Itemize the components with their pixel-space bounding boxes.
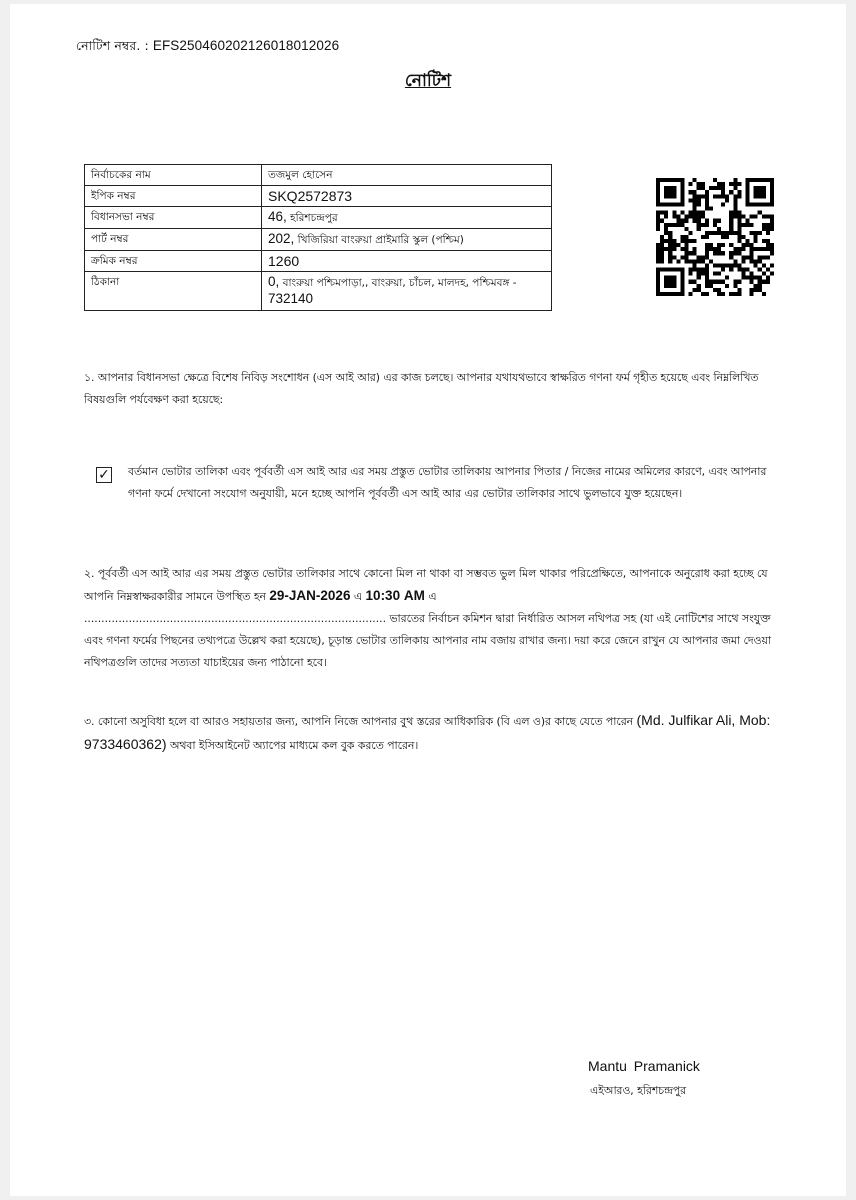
elector-name-value: তজমুল হোসেন bbox=[262, 165, 552, 186]
assembly-number: 46, bbox=[268, 209, 287, 224]
paragraph-3-part2: অথবা ইসিআইনেট অ্যাপের মাধ্যমে কল বুক করতে পারেন। bbox=[169, 739, 419, 752]
paragraph-3-part1: ৩. কোনো অসুবিধা হলে বা আরও সহায়তার জন্য, আপনি নিজে আপনার বুথ স্তরের আধিকারিক (বি এল ও)র কাছে যেতে পারেন bbox=[84, 715, 634, 728]
hearing-time: 10:30 AM bbox=[365, 588, 425, 603]
epic-number-value: SKQ2572873 bbox=[262, 186, 552, 207]
checkbox-text: বর্তমান ভোটার তালিকা এবং পূর্ববর্তী এস আই আর এর সময় প্রস্তুত ভোটার তালিকায় আপনার পিতার / নিজের নামের অমিলের কারণে, এবং আপনার গণনা ফর্মে দেখানো সংযোগ অনুযায়ী, মনে হচ্ছে আপনি পূর্ববর্তী এস আই আর এর ভোটার তালিকার সাথে ভুলভাবে যুক্ত হয়েছেন। bbox=[128, 465, 767, 500]
assembly-name: হরিশচন্দ্রপুর bbox=[290, 212, 338, 224]
notice-number: EFS250460202126018012026 bbox=[152, 38, 340, 53]
address-pincode: 732140 bbox=[268, 291, 314, 306]
table-row bbox=[85, 186, 552, 207]
part-number-label: পার্ট নম্বর bbox=[85, 229, 262, 251]
signatory-designation: এইআরও, হরিশচন্দ্রপুর bbox=[590, 1084, 687, 1097]
elector-name-label: নির্বাচকের নাম bbox=[85, 165, 262, 186]
part-number: 202, bbox=[268, 231, 295, 246]
address-number: 0, bbox=[268, 274, 280, 289]
table-row bbox=[85, 165, 552, 186]
page-title: নোটিশ bbox=[404, 71, 452, 91]
venue-blank: ........................................................................................ bbox=[84, 612, 387, 625]
paragraph-1: ১. আপনার বিধানসভা ক্ষেত্রে বিশেষ নিবিড় সংশোধন (এস আই আর) এর কাজ চলছে। আপনার যথাযথভাবে স্বাক্ষরিত গণনা ফর্ম গৃহীত হয়েছে এবং নিম্নলিখিত বিষয়গুলি পর্যবেক্ষণ করা হয়েছে: bbox=[84, 371, 759, 406]
address-text: বাংরুয়া পশ্চিমপাড়া,, বাংরুয়া, চাঁচল, মালদহ, পশ্চিমবঙ্গ - bbox=[282, 277, 517, 289]
table-row bbox=[85, 272, 552, 311]
signatory-name: Mantu Pramanick bbox=[588, 1058, 700, 1074]
table-row bbox=[85, 229, 552, 251]
voter-info-table bbox=[84, 164, 552, 311]
part-name: খিজিরিয়া বাংরুয়া প্রাইমারি স্কুল (পশ্চিম) bbox=[297, 234, 464, 246]
blo-contact: (Md. Julfikar Ali, Mob: 9733460362) bbox=[84, 712, 771, 752]
serial-number-label: ক্রমিক নম্বর bbox=[85, 251, 262, 272]
checkmark-icon: ✓ bbox=[98, 467, 110, 483]
address-label: ঠিকানা bbox=[85, 272, 262, 311]
paragraph-2 bbox=[84, 563, 784, 674]
assembly-number-value bbox=[262, 207, 552, 229]
date-suffix: এ bbox=[353, 590, 363, 603]
paragraph-2-part2: ভারতের নির্বাচন কমিশন দ্বারা নির্ধারিত আসল নথিপত্র সহ (যা এই নোটিশের সাথে সংযুক্ত এবং গণনা ফর্মের পিছনের তথ্যপত্রে উল্লেখ করা হয়েছে), চূড়ান্ত ভোটার তালিকায় আপনার নাম বজায় রাখার জন্য। দয়া করে জেনে রাখুন যে আপনার জমা দেওয়া নথিপত্রগুলি তাদের সত্যতা যাচাইয়ের জন্য পাঠানো হবে। bbox=[84, 612, 771, 669]
notice-number-label: নোটিশ নম্বর. : bbox=[76, 38, 149, 53]
assembly-number-label: বিধানসভা নম্বর bbox=[85, 207, 262, 229]
address-value bbox=[262, 272, 552, 311]
serial-number-value: 1260 bbox=[262, 251, 552, 272]
table-row bbox=[85, 251, 552, 272]
hearing-date: 29-JAN-2026 bbox=[269, 588, 351, 603]
qr-modules bbox=[656, 178, 774, 296]
paragraph-2-part1: ২. পূর্ববর্তী এস আই আর এর সময় প্রস্তুত ভোটার তালিকার সাথে কোনো মিল না থাকা বা সম্ভবত ভুল মিল থাকার পরিপ্রেক্ষিতে, আপনাকে অনুরোধ করা হচ্ছে যে আপনি নিম্নস্বাক্ষরকারীর সামনে উপস্থিত হন bbox=[84, 567, 768, 603]
notice-number-line bbox=[76, 38, 339, 58]
table-row bbox=[85, 207, 552, 229]
checkbox[interactable] bbox=[96, 467, 112, 483]
time-suffix: এ bbox=[428, 590, 437, 603]
qr-code-icon bbox=[656, 178, 774, 296]
part-number-value bbox=[262, 229, 552, 251]
epic-number-label: ইপিক নম্বর bbox=[85, 186, 262, 207]
paragraph-3 bbox=[84, 709, 784, 757]
